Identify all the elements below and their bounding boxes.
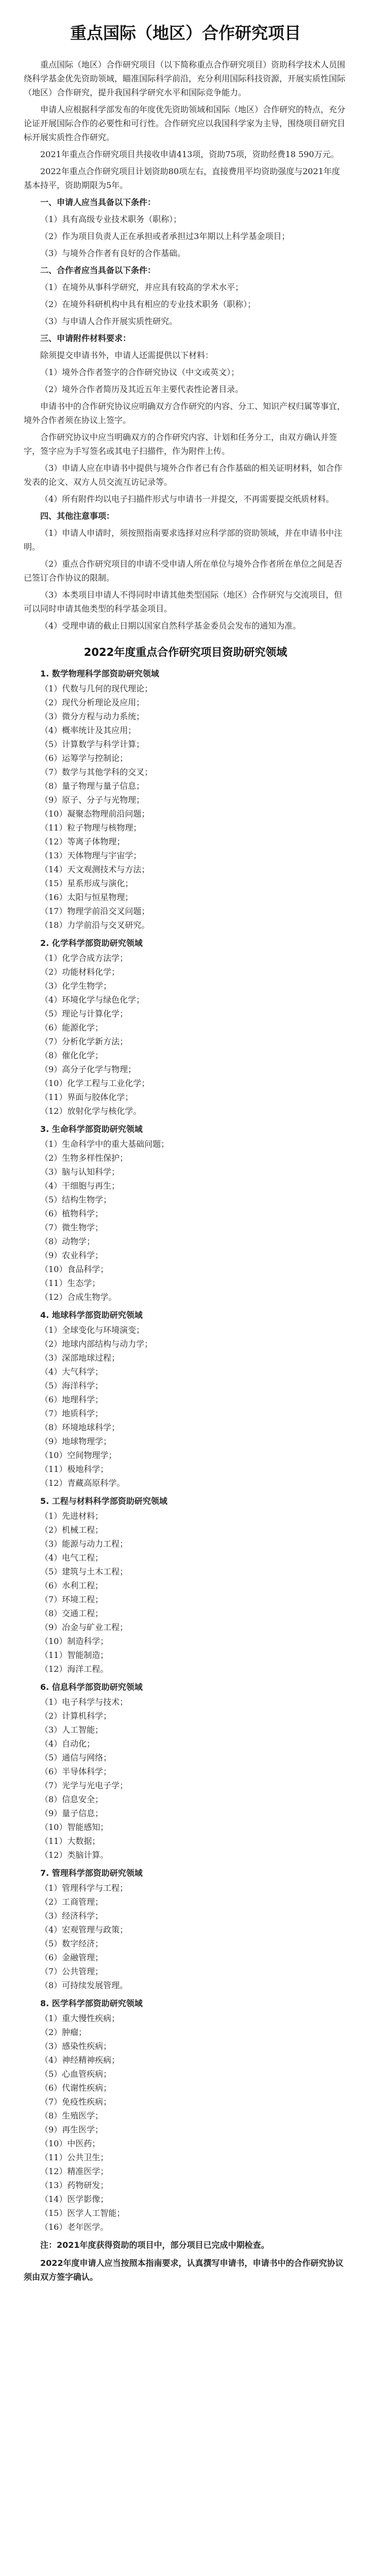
research-area-title: 1. 数学物理科学部资助研究领域 xyxy=(40,669,159,679)
research-area-title: 7. 管理科学部资助研究领域 xyxy=(40,1868,143,1878)
research-topic-item: （15）医学人工智能； xyxy=(40,2208,125,2218)
research-topic-item: （12）精准医学； xyxy=(40,2166,109,2176)
research-area-title: 6. 信息科学部资助研究领域 xyxy=(40,1682,143,1692)
research-topic-item: （8）交通工程； xyxy=(40,1608,104,1618)
research-area-section xyxy=(24,1996,347,2234)
research-topic-item: （9）高分子化学与物理； xyxy=(40,1064,137,1074)
research-topic-item: （9）再生医学； xyxy=(40,2125,104,2134)
research-topic-item: （12）放射化学与核化学。 xyxy=(40,1106,142,1116)
other-notes-heading: 四、其他注意事项： xyxy=(40,511,115,521)
research-topic-item: （1）重大慢性疾病； xyxy=(40,2013,120,2023)
research-topic-item: （3）经济科学； xyxy=(40,1911,104,1921)
research-topic-item: （3）微分方程与动力系统； xyxy=(40,711,145,721)
research-topic-item: （2）现代分析理论及应用； xyxy=(40,698,145,707)
research-topic-item: （2）计算机科学； xyxy=(40,1711,112,1721)
attachment-paragraph: 除须提交申请书外，申请人还需提供以下材料： xyxy=(40,350,214,360)
attachment-paragraph: （1）境外合作者签字的合作研究协议（中文或英文）； xyxy=(40,367,240,377)
research-topic-item: （13）药物研发； xyxy=(40,2180,109,2190)
research-topic-item: （1）先进材料； xyxy=(40,1511,104,1521)
research-area-title: 4. 地球科学部资助研究领域 xyxy=(40,1310,143,1320)
research-topic-list xyxy=(24,682,347,932)
research-topic-item: （18）力学前沿与交叉研究。 xyxy=(40,920,150,930)
research-topic-item: （6）水利工程； xyxy=(40,1581,104,1590)
research-topic-list xyxy=(24,1881,347,1992)
research-topic-list xyxy=(24,2011,347,2234)
applicant-item: （2）作为项目负责人正在承担或者承担过3年期以上科学基金项目； xyxy=(40,231,290,241)
research-topic-item: （11）智能制造； xyxy=(40,1650,109,1660)
research-topic-item: （1）生命科学中的重大基础问题； xyxy=(40,1139,170,1149)
research-topic-item: （4）概率统计及其应用； xyxy=(40,725,137,735)
research-topic-item: （11）生态学； xyxy=(40,1278,100,1288)
research-topic-item: （14）天文观测技术与方法； xyxy=(40,865,150,874)
research-topic-item: （1）全球变化与环境演变； xyxy=(40,1325,145,1335)
research-topic-item: （10）空间物理学； xyxy=(40,1450,117,1460)
research-topic-item: （6）能源化学； xyxy=(40,1023,104,1032)
attachment-paragraph: （3）申请人应在申请书中提供与境外合作者已有合作基础的相关证明材料，如合作发表的论文、双方人员交流互访记录等。 xyxy=(24,463,343,487)
applicant-item: （3）与境外合作者有良好的合作基础。 xyxy=(40,248,186,258)
research-topic-item: （5）数字经济； xyxy=(40,1939,104,1948)
document-title: 重点国际（地区）合作研究项目 xyxy=(70,23,301,43)
research-topic-item: （11）界面与胶体化学； xyxy=(40,1092,133,1102)
research-topic-item: （9）量子信息； xyxy=(40,1808,104,1818)
research-topic-item: （6）代谢性疾病； xyxy=(40,2083,112,2093)
other-notes-paragraph: （4）受理申请的截止日期以国家自然科学基金委员会发布的通知为准。 xyxy=(40,621,301,631)
attachment-paragraph: （2）境外合作者简历及其近五年主要代表性论著目录。 xyxy=(40,384,244,394)
research-areas-heading: 2022年度重点合作研究项目资助研究领域 xyxy=(83,646,288,658)
research-topic-item: （7）光学与光电子学； xyxy=(40,1781,128,1790)
research-topic-item: （7）环境工程； xyxy=(40,1595,104,1604)
research-topic-item: （10）化学工程与工业化学； xyxy=(40,1078,150,1088)
research-area-section xyxy=(24,667,347,932)
research-topic-item: （16）老年医学。 xyxy=(40,2222,109,2232)
research-area-title: 2. 化学科学部资助研究领域 xyxy=(40,938,143,948)
partner-item: （2）在境外科研机构中具有相应的专业技术职务（职称）； xyxy=(40,299,256,309)
research-topic-item: （6）地理科学； xyxy=(40,1395,104,1404)
research-topic-list xyxy=(24,1695,347,1862)
closing-note: 2022年度申请人应当按照本指南要求，认真撰写申请书，申请书中的合作研究协议须由双方签字确认。 xyxy=(24,2258,344,2282)
research-area-title: 8. 医学科学部资助研究领域 xyxy=(40,1998,143,2008)
research-topic-item: （9）农业科学； xyxy=(40,1250,104,1260)
research-topic-item: （10）食品科学； xyxy=(40,1264,109,1274)
research-area-section xyxy=(24,1680,347,1862)
research-topic-item: （6）金融管理； xyxy=(40,1953,104,1962)
research-topic-item: （4）大气科学； xyxy=(40,1367,104,1377)
partner-item: （3）与申请人合作开展实质性研究。 xyxy=(40,316,178,326)
research-topic-item: （3）深部地球过程； xyxy=(40,1353,120,1363)
research-topic-item: （12）类脑计算。 xyxy=(40,1850,109,1860)
research-topic-item: （7）公共管理； xyxy=(40,1967,104,1976)
research-topic-item: （7）微生物学； xyxy=(40,1223,104,1232)
research-topic-item: （2）工商管理； xyxy=(40,1897,104,1907)
research-topic-item: （11）大数据； xyxy=(40,1836,100,1846)
research-topic-item: （8）动物学； xyxy=(40,1236,95,1246)
research-area-section xyxy=(24,1866,347,1992)
research-topic-item: （7）数学与其他学科的交叉； xyxy=(40,767,153,777)
research-topic-item: （7）免疫性疾病； xyxy=(40,2097,112,2107)
research-topic-item: （12）海洋工程。 xyxy=(40,1664,109,1674)
research-area-section xyxy=(24,1122,347,1304)
attachment-paragraph: 合作研究协议中应当明确双方的合作研究内容、计划和任务分工，由双方确认并签字，签字应为手写签名或其电子扫描件，作为附件上传。 xyxy=(24,432,338,456)
research-topic-item: （10）智能感知； xyxy=(40,1822,109,1832)
research-topic-item: （8）可持续发展管理。 xyxy=(40,1980,128,1990)
research-topic-item: （10）制造科学； xyxy=(40,1636,109,1646)
other-notes-paragraph: （1）申请人申请时，须按照指南要求选择对应科学部的资助领域，并在申请书中注明。 xyxy=(24,528,343,552)
research-area-section xyxy=(24,936,347,1118)
research-topic-item: （1）代数与几何的现代理论； xyxy=(40,684,153,693)
attachment-paragraph: （4）所有附件均以电子扫描件形式与申请书一并提交，不再需要提交纸质材料。 xyxy=(40,494,334,504)
research-topic-item: （12）青藏高原科学。 xyxy=(40,1478,125,1488)
research-area-title: 3. 生命科学部资助研究领域 xyxy=(40,1124,143,1134)
research-topic-item: （16）太阳与恒星物理； xyxy=(40,892,133,902)
research-topic-list xyxy=(24,1509,347,1676)
research-topic-item: （2）功能材料化学； xyxy=(40,967,120,977)
research-topic-item: （5）通信与网络； xyxy=(40,1753,112,1762)
research-topic-item: （9）地球物理学； xyxy=(40,1436,112,1446)
research-topic-item: （5）计算数学与科学计算； xyxy=(40,739,145,749)
research-topic-item: （4）环境化学与绿色化学； xyxy=(40,995,145,1005)
research-topic-item: （7）地质科学； xyxy=(40,1409,104,1418)
research-areas-list xyxy=(24,667,347,2234)
research-topic-item: （7）分析化学新方法； xyxy=(40,1037,128,1046)
research-topic-item: （8）生殖医学； xyxy=(40,2111,104,2121)
research-topic-list xyxy=(24,1137,347,1304)
research-topic-item: （3）感染性疾病； xyxy=(40,2041,112,2051)
other-notes-paragraph: （3）本类项目申请人不得同时申请其他类型国际（地区）合作研究与交流项目，但可以同时申请其他类型的科学基金项目。 xyxy=(24,590,343,614)
research-topic-item: （15）星系形成与演化； xyxy=(40,878,133,888)
partner-heading: 二、合作者应当具备以下条件： xyxy=(40,265,156,275)
research-topic-list xyxy=(24,1323,347,1490)
research-topic-item: （8）量子物理与量子信息； xyxy=(40,781,145,791)
research-topic-item: （10）中医药； xyxy=(40,2139,100,2148)
research-area-title: 5. 工程与材料科学部资助研究领域 xyxy=(40,1496,167,1506)
research-topic-item: （5）建筑与土木工程； xyxy=(40,1567,128,1577)
applicant-heading: 一、申请人应当具备以下条件： xyxy=(40,197,156,207)
research-topic-item: （2）机械工程； xyxy=(40,1525,104,1535)
research-topic-item: （4）干细胞与再生； xyxy=(40,1181,120,1191)
intro-paragraph: 2022年重点合作研究项目计划资助80项左右，直接费用平均资助强度与2021年度基本持平，资助期限为5年。 xyxy=(24,166,340,190)
research-topic-item: （2）生物多样性保护； xyxy=(40,1153,128,1163)
research-topic-item: （4）自动化； xyxy=(40,1739,95,1749)
applicant-item: （1）具有高级专业技术职务（职称）； xyxy=(40,214,182,224)
research-topic-item: （11）公共卫生； xyxy=(40,2153,109,2162)
research-topic-item: （5）海洋科学； xyxy=(40,1381,104,1391)
research-topic-item: （5）结构生物学； xyxy=(40,1195,112,1205)
research-topic-item: （1）化学合成方法学； xyxy=(40,953,128,963)
research-topic-item: （6）植物科学； xyxy=(40,1209,104,1218)
research-topic-item: （3）化学生物学； xyxy=(40,981,112,991)
research-topic-item: （6）运筹学与控制论； xyxy=(40,753,128,763)
research-topic-item: （11）粒子物理与核物理； xyxy=(40,823,142,833)
research-topic-item: （9）冶金与矿业工程； xyxy=(40,1622,128,1632)
research-topic-item: （8）环境地球科学； xyxy=(40,1422,120,1432)
research-topic-item: （12）等离子体物理； xyxy=(40,837,125,846)
research-topic-item: （1）电子科学与技术； xyxy=(40,1697,128,1707)
research-topic-item: （6）半导体科学； xyxy=(40,1767,112,1776)
research-topic-item: （1）管理科学与工程； xyxy=(40,1883,128,1893)
intro-section xyxy=(24,58,347,192)
research-area-section xyxy=(24,1494,347,1676)
research-topic-item: （5）心血管疾病； xyxy=(40,2069,112,2079)
research-topic-item: （3）能源与动力工程； xyxy=(40,1539,128,1549)
attachment-heading: 三、申请附件材料要求： xyxy=(40,333,131,343)
research-area-section xyxy=(24,1308,347,1490)
research-topic-item: （14）医学影像； xyxy=(40,2194,109,2204)
attachment-paragraph: 申请书中的合作研究协议应明确双方合作研究的内容、分工、知识产权归属等事宜，境外合作者须在协议上签字。 xyxy=(24,401,346,425)
research-topic-item: （2）肿瘤； xyxy=(40,2027,87,2037)
research-topic-item: （13）天体物理与宇宙学； xyxy=(40,851,142,860)
research-topic-item: （4）宏观管理与政策； xyxy=(40,1925,128,1935)
research-topic-item: （8）催化化学； xyxy=(40,1050,104,1060)
research-topic-item: （8）信息安全； xyxy=(40,1794,104,1804)
research-topic-item: （5）理论与计算化学； xyxy=(40,1009,128,1019)
research-topic-item: （4）神经精神疾病； xyxy=(40,2055,120,2065)
research-topic-item: （3）脑与认知科学； xyxy=(40,1167,120,1177)
research-topic-item: （17）物理学前沿交叉问题； xyxy=(40,906,150,916)
closing-note: 注：2021年度获得资助的项目中，部分项目已完成中期检查。 xyxy=(40,2240,269,2250)
research-topic-item: （9）原子、分子与光物理； xyxy=(40,795,145,805)
research-topic-item: （3）人工智能； xyxy=(40,1725,104,1735)
other-notes-paragraph: （2）重点合作研究项目的申请不受申请人所在单位与境外合作者所在单位之间是否已签订合作协议的限制。 xyxy=(24,559,343,583)
intro-paragraph: 重点国际（地区）合作研究项目（以下简称重点合作研究项目）资助科学技术人员围绕科学基金优先资助领域，瞄准国际科学前沿，充分利用国际科技资源，开展实质性国际（地区）合作研究，提升我国科学研究水平和国际竞争能力。 xyxy=(24,60,346,97)
research-topic-list xyxy=(24,951,347,1118)
research-topic-item: （2）地球内部结构与动力学； xyxy=(40,1339,153,1349)
research-topic-item: （12）合成生物学。 xyxy=(40,1292,117,1302)
research-topic-item: （10）凝聚态物理前沿问题； xyxy=(40,809,150,819)
research-topic-item: （4）电气工程； xyxy=(40,1553,104,1563)
research-topic-item: （11）极地科学； xyxy=(40,1464,109,1474)
intro-paragraph: 2021年重点合作研究项目共接收申请413项，资助75项，资助经费18 590万元。 xyxy=(40,149,339,159)
intro-paragraph: 申请人应根据科学部发布的年度优先资助领域和国际（地区）合作研究的特点，充分论证开展国际合作的必要性和可行性。合作研究应以我国科学家为主导，围绕项目研究目标开展实质性合作研究。 xyxy=(24,105,346,142)
partner-item: （1）在境外从事科学研究，并应具有较高的学术水平； xyxy=(40,282,244,292)
